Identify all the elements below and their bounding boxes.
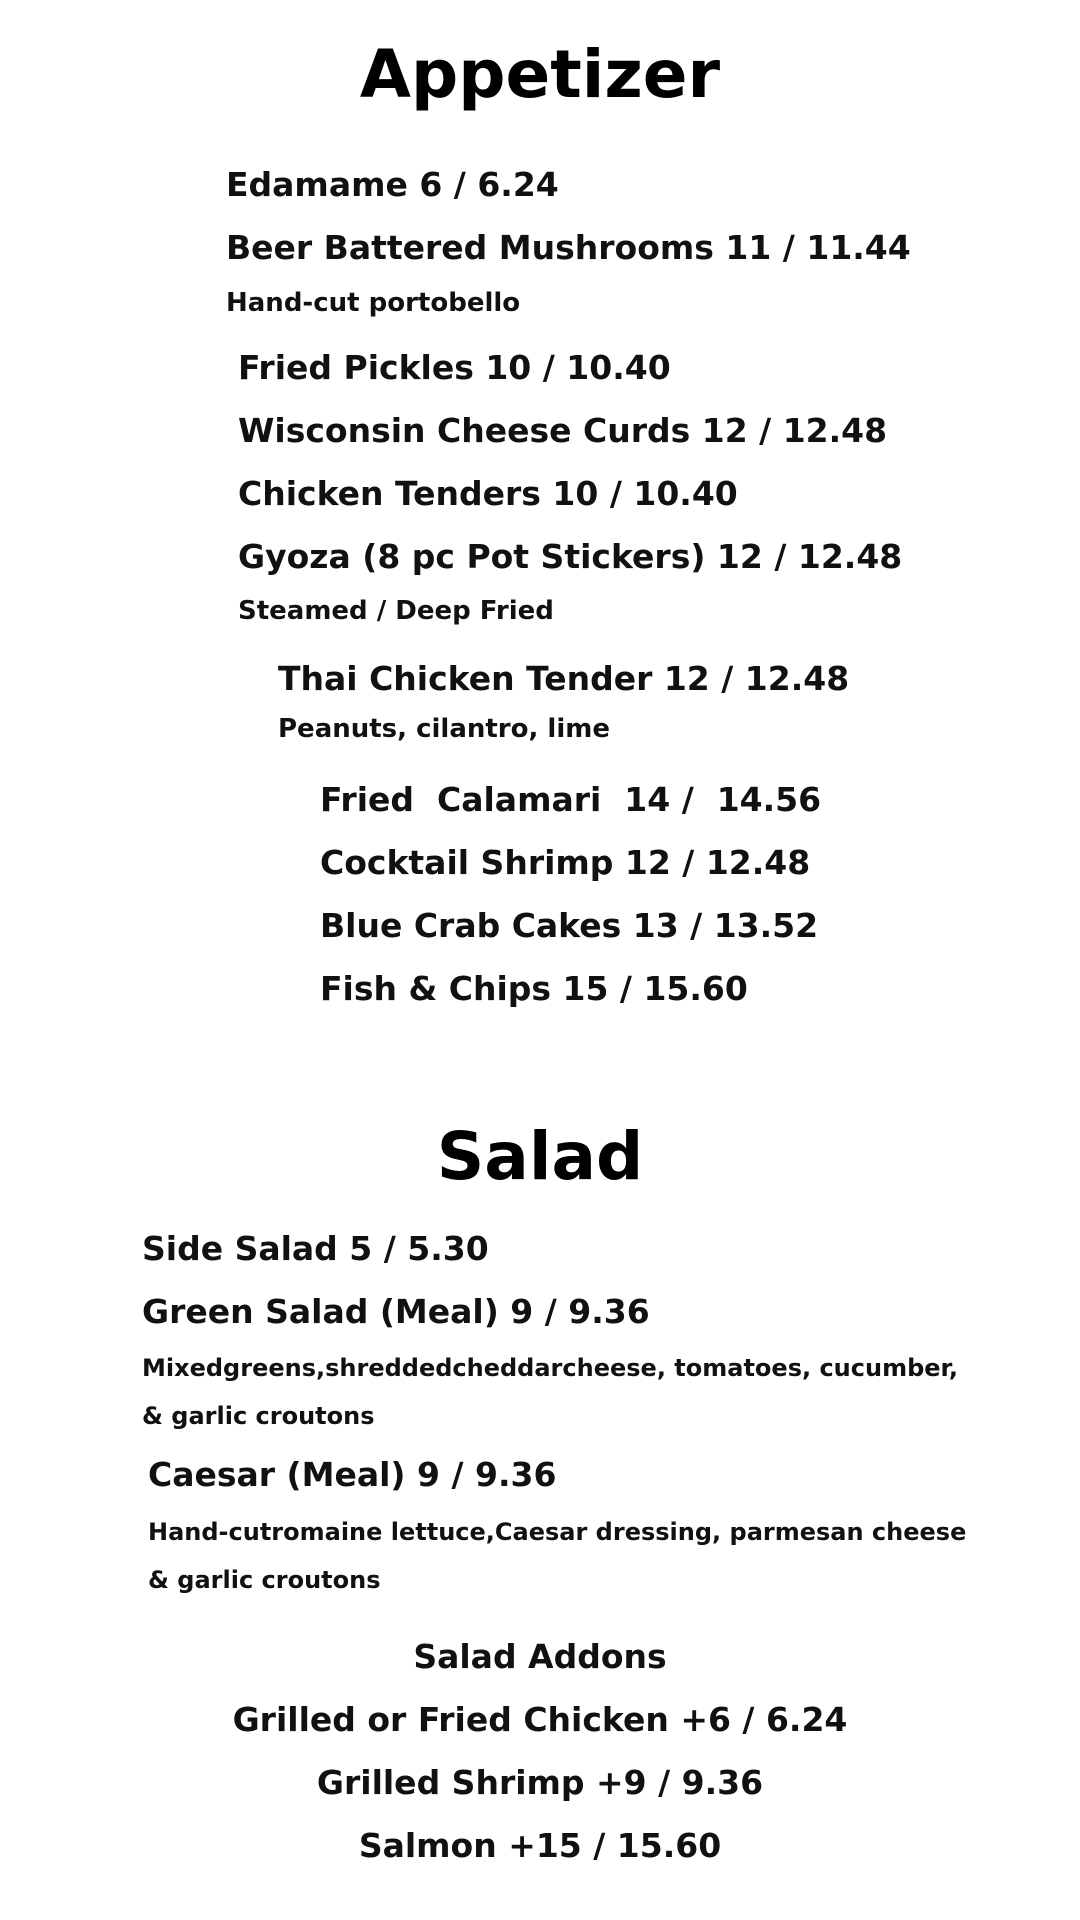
menu-item-blue-crab-cakes: Blue Crab Cakes 13 / 13.52: [320, 906, 819, 945]
menu-item-caesar: Caesar (Meal) 9 / 9.36: [148, 1455, 557, 1494]
addon-item-salmon: Salmon +15 / 15.60: [358, 1826, 722, 1865]
menu-item-description: Hand-cut portobello: [226, 288, 521, 318]
menu-item-description: & garlic croutons: [148, 1566, 381, 1594]
menu-item-description: Peanuts, cilantro, lime: [278, 714, 610, 744]
menu-item-gyoza: Gyoza (8 pc Pot Stickers) 12 / 12.48: [238, 537, 903, 576]
menu-item-side-salad: Side Salad 5 / 5.30: [142, 1229, 489, 1268]
menu-item-fried-calamari: Fried Calamari 14 / 14.56: [320, 780, 822, 819]
menu-item-description: & garlic croutons: [142, 1402, 375, 1430]
menu-item-description: Hand-cutromaine lettuce,Caesar dressing, parmesan cheese: [148, 1518, 967, 1546]
menu-item-cocktail-shrimp: Cocktail Shrimp 12 / 12.48: [320, 843, 811, 882]
menu-item-description: Mixedgreens,shreddedcheddarcheese, tomatoes, cucumber,: [142, 1354, 958, 1382]
menu-item-chicken-tenders: Chicken Tenders 10 / 10.40: [238, 474, 738, 513]
menu-item-edamame: Edamame 6 / 6.24: [226, 165, 559, 204]
menu-item-beer-battered-mushrooms: Beer Battered Mushrooms 11 / 11.44: [226, 228, 911, 267]
menu-item-description: Steamed / Deep Fried: [238, 596, 554, 626]
menu-item-fish-and-chips: Fish & Chips 15 / 15.60: [320, 969, 748, 1008]
menu-item-green-salad: Green Salad (Meal) 9 / 9.36: [142, 1292, 650, 1331]
addon-item-chicken: Grilled or Fried Chicken +6 / 6.24: [232, 1700, 848, 1739]
addon-item-shrimp: Grilled Shrimp +9 / 9.36: [316, 1763, 764, 1802]
salad-heading: Salad: [436, 1118, 644, 1195]
menu-item-fried-pickles: Fried Pickles 10 / 10.40: [238, 348, 671, 387]
menu-item-thai-chicken-tender: Thai Chicken Tender 12 / 12.48: [278, 659, 850, 698]
salad-addons-title: Salad Addons: [413, 1637, 667, 1676]
appetizer-heading: Appetizer: [359, 36, 721, 113]
menu-item-cheese-curds: Wisconsin Cheese Curds 12 / 12.48: [238, 411, 888, 450]
